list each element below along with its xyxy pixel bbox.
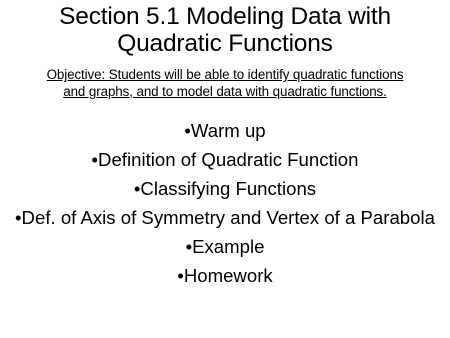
bullet-glyph: • xyxy=(133,178,141,199)
agenda-list xyxy=(10,120,440,294)
agenda-item-axis-vertex xyxy=(10,207,440,228)
agenda-item-warm-up xyxy=(10,120,440,141)
agenda-item-homework xyxy=(10,265,440,286)
agenda-item-label: Definition of Quadratic Function xyxy=(98,149,359,170)
bullet-glyph: • xyxy=(184,120,191,141)
agenda-item-definition xyxy=(10,149,440,170)
objective-line-1: Objective: Students will be able to identify quadratic functions xyxy=(46,67,404,82)
agenda-item-label: Example xyxy=(192,236,265,257)
bullet-glyph: • xyxy=(15,207,22,228)
title-line-2: Quadratic Functions xyxy=(117,30,333,57)
agenda-item-classifying xyxy=(10,178,440,199)
bullet-glyph: • xyxy=(177,265,184,286)
agenda-item-label: Classifying Functions xyxy=(140,178,317,199)
agenda-item-example xyxy=(10,236,440,257)
bullet-glyph: • xyxy=(185,236,193,257)
agenda-item-label: Def. of Axis of Symmetry and Vertex of a Parabola xyxy=(21,207,435,228)
objective-line-2: and graphs, and to model data with quadratic functions. xyxy=(63,83,387,99)
objective-text xyxy=(14,67,436,100)
slide-title xyxy=(0,3,450,57)
title-line-1: Section 5.1 Modeling Data with xyxy=(59,3,391,30)
agenda-item-label: Warm up xyxy=(190,120,266,141)
agenda-item-label: Homework xyxy=(183,265,273,286)
bullet-glyph: • xyxy=(91,149,99,170)
